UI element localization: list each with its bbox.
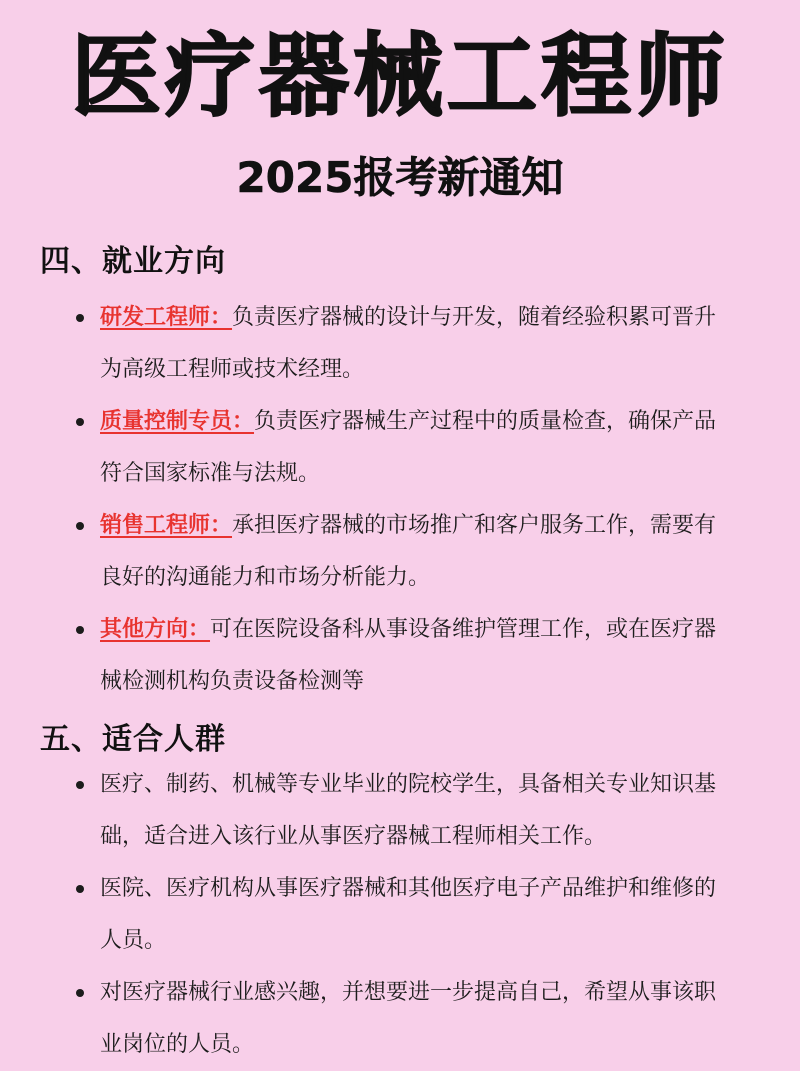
list-item-audience-interested <box>0 967 800 1071</box>
list-item-audience-maintenance <box>0 863 800 967</box>
page-subtitle: 2025报考新通知 <box>236 153 564 202</box>
list-item-career-qc <box>0 396 800 500</box>
item-text: 医院、医疗机构从事医疗器械和其他医疗电子产品维护和维修的人员。 <box>100 876 717 953</box>
item-term: 质量控制专员： <box>100 409 255 434</box>
bullet-icon <box>76 522 84 530</box>
list-item-career-other <box>0 604 800 708</box>
item-term: 其他方向： <box>100 617 211 642</box>
bullet-icon <box>76 781 84 789</box>
item-text: 医疗、制药、机械等专业毕业的院校学生，具备相关专业知识基础，适合进入该行业从事医疗器械工程师相关工作。 <box>100 772 717 849</box>
section-heading-career: 四、就业方向 <box>40 244 226 279</box>
bullet-icon <box>76 314 84 322</box>
bullet-icon <box>76 989 84 997</box>
section-heading-audience: 五、适合人群 <box>40 722 226 757</box>
item-term: 研发工程师： <box>100 305 233 330</box>
bullet-icon <box>76 626 84 634</box>
list-item-career-rd <box>0 292 800 396</box>
item-text: 负责医疗器械生产过程中的质量检查，确保产品符合国家标准与法规。 <box>100 409 717 486</box>
item-text: 负责医疗器械的设计与开发，随着经验积累可晋升为高级工程师或技术经理。 <box>100 305 717 382</box>
item-term: 销售工程师： <box>100 513 233 538</box>
audience-list <box>0 759 800 1071</box>
item-text: 对医疗器械行业感兴趣，并想要进一步提高自己，希望从事该职业岗位的人员。 <box>100 980 717 1057</box>
item-text: 承担医疗器械的市场推广和客户服务工作，需要有良好的沟通能力和市场分析能力。 <box>100 513 717 590</box>
item-text: 可在医院设备科从事设备维护管理工作，或在医疗器械检测机构负责设备检测等 <box>100 617 717 694</box>
page-title: 医疗器械工程师 <box>71 24 729 129</box>
list-item-career-sales <box>0 500 800 604</box>
list-item-audience-students <box>0 759 800 863</box>
career-list <box>0 292 800 708</box>
bullet-icon <box>76 418 84 426</box>
bullet-icon <box>76 885 84 893</box>
